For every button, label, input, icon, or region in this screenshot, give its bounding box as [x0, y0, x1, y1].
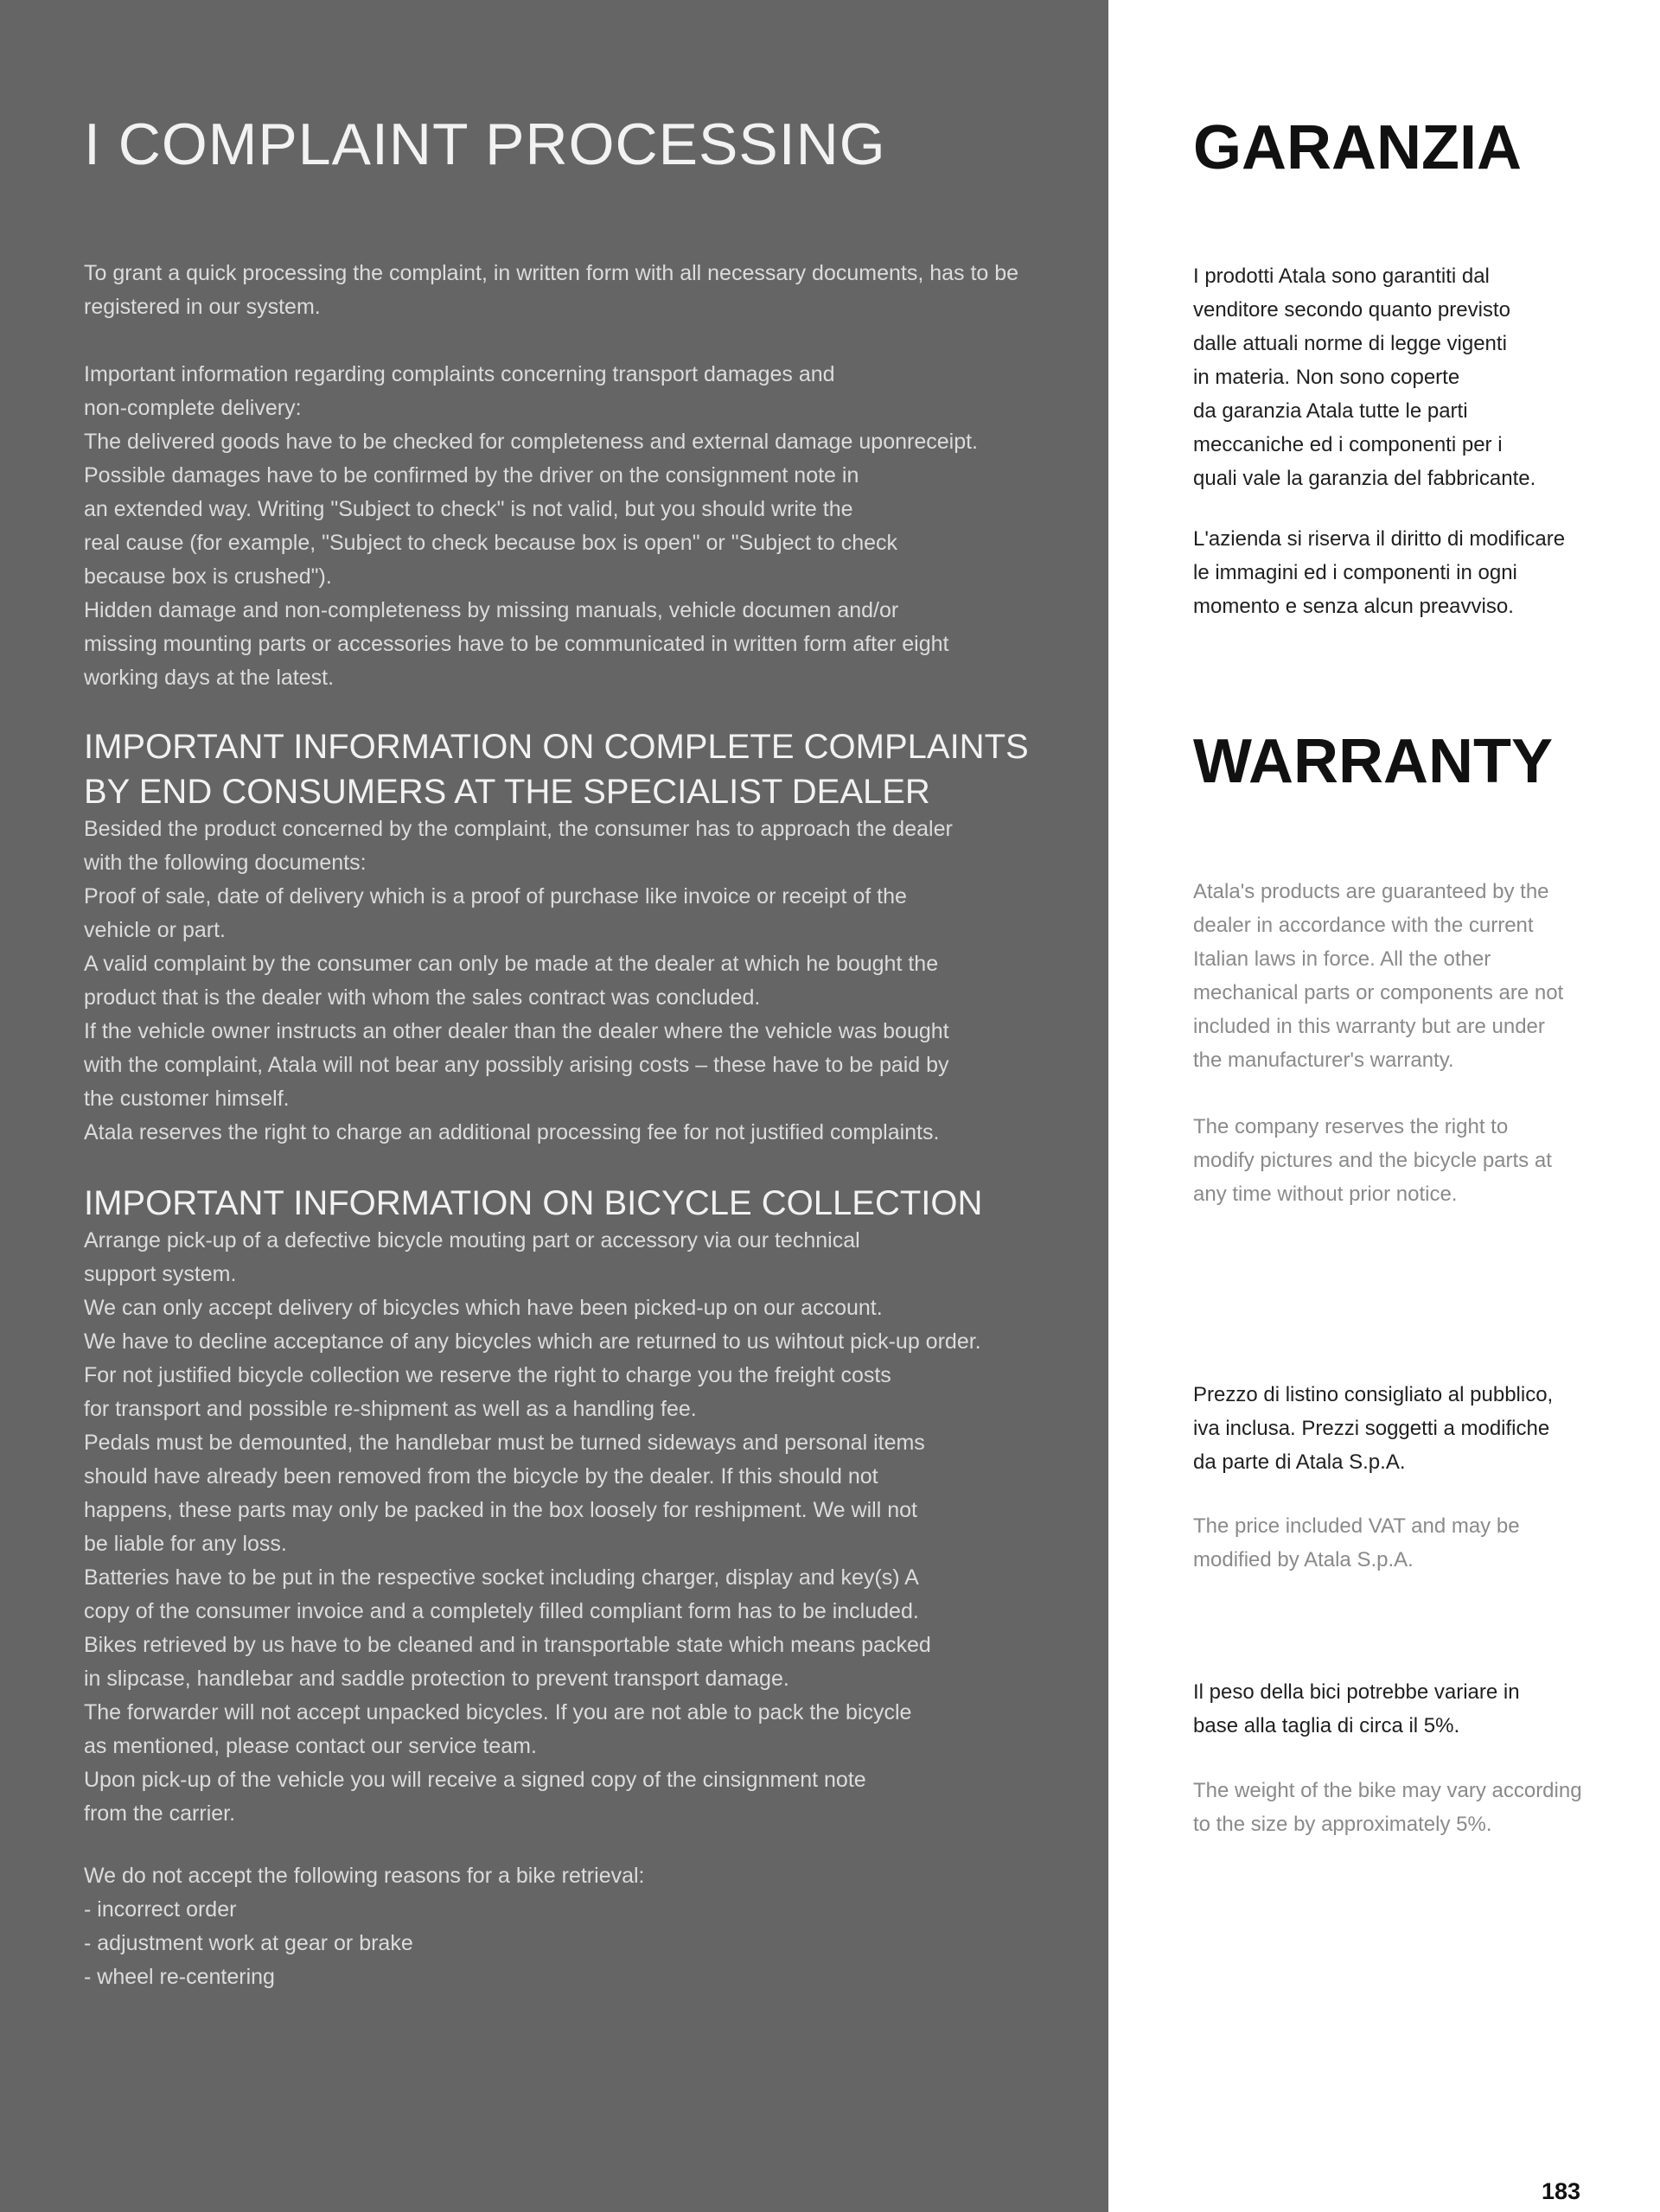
company-notice-text: The company reserves the right to modify pictures and the bicycle parts at any time without prior notice.: [1193, 1115, 1552, 1206]
prezzo-text: Prezzo di listino consigliato al pubblico, iva inclusa. Prezzi soggetti a modifiche da parte di Atala S.p.A.: [1193, 1383, 1554, 1474]
complaint-intro-text: To grant a quick processing the complaint, in written form with all necessary documents, has to be registered in our system.: [84, 261, 1019, 319]
weight-text: The weight of the bike may vary according to the size by approximately 5%.: [1193, 1779, 1582, 1836]
collection-text: Arrange pick-up of a defective bicycle mouting part or accessory via our technical support system. We can only accept delivery of bicycles which have been picked-up on our account. We have to decline acceptance of any bicycles which are returned to us wihtout pick-up order. For not justified bicycle collection we reserve the right to charge you the freight costs for transport and possible re-shipment as well as a handling fee. Pedals must be demounted, the handlebar must be turned sideways and personal items should have already been removed from the bicycle by the dealer. If this should not happens, these parts may only be packed in the box loosely for reshipment. We will not be liable for any loss. Batteries have to be put in the respective socket including charger, display and key(s) A copy of the consumer invoice and a completely filled compliant form has to be included. Bikes retrieved by us have to be cleaned and in transportable state which means packed in slipcase, handlebar and saddle protection to prevent transport damage. The forwarder will not accept unpacked bicycles. If you are not able to pack the bicycle as mentioned, please contact our service team. Upon pick-up of the vehicle you will receive a signed copy of the cinsignment note from the carrier.: [84, 1228, 981, 1826]
complaints-heading: IMPORTANT INFORMATION ON COMPLETE COMPLAINTS BY END CONSUMERS AT THE SPECIALIST DEALER: [84, 728, 1029, 811]
collection-heading: IMPORTANT INFORMATION ON BICYCLE COLLECTION: [84, 1184, 983, 1222]
azienda-notice-text: L'azienda si riserva il diritto di modificare le immagini ed i componenti in ogni momento e senza alcun preavviso.: [1193, 527, 1566, 618]
transport-damage-text: Important information regarding complaints concerning transport damages and non-complete delivery: The delivered goods have to be checked for completeness and external damage uponreceipt. Possible damages have to be confirmed by the driver on the consignment note in an extended way. Writing "Subject to check" is not valid, but you should write the real cause (for example, "Subject to check because box is open" or "Subject to check because box is crushed"). Hidden damage and non-completeness by missing manuals, vehicle documen and/or missing mounting parts or accessories have to be communicated in written form after eight working days at the latest.: [84, 362, 978, 690]
price-text: The price included VAT and may be modified by Atala S.p.A.: [1193, 1514, 1520, 1571]
complaint-title: I COMPLAINT PROCESSING: [84, 112, 886, 177]
page-number: 183: [1542, 2178, 1581, 2204]
retrieval-reasons-list: We do not accept the following reasons for a bike retrieval: - incorrect order - adjustment work at gear or brake - wheel re-centering: [84, 1864, 645, 1989]
complaints-text: Besided the product concerned by the complaint, the consumer has to approach the dealer with the following documents: Proof of sale, date of delivery which is a proof of purchase like invoice or receipt of the vehicle or part. A valid complaint by the consumer can only be made at the dealer at which he bought the product that is the dealer with whom the sales contract was concluded. If the vehicle owner instructs an other dealer than the dealer where the vehicle was bought with the complaint, Atala will not bear any possibly arising costs – these have to be paid by the customer himself. Atala reserves the right to charge an additional processing fee for not justified complaints.: [84, 817, 953, 1144]
garanzia-title: GARANZIA: [1193, 113, 1522, 182]
warranty-title: WARRANTY: [1193, 727, 1553, 796]
warranty-text: Atala's products are guaranteed by the dealer in accordance with the current Italian laws in force. All the other mechanical parts or components are not included in this warranty but are under the manufacturer's warranty.: [1193, 880, 1564, 1072]
peso-text: Il peso della bici potrebbe variare in base alla taglia di circa il 5%.: [1193, 1680, 1520, 1737]
garanzia-text: I prodotti Atala sono garantiti dal venditore secondo quanto previsto dalle attuali norme di legge vigenti in materia. Non sono coperte da garanzia Atala tutte le parti meccaniche ed i componenti per i quali vale la garanzia del fabbricante.: [1193, 265, 1536, 490]
